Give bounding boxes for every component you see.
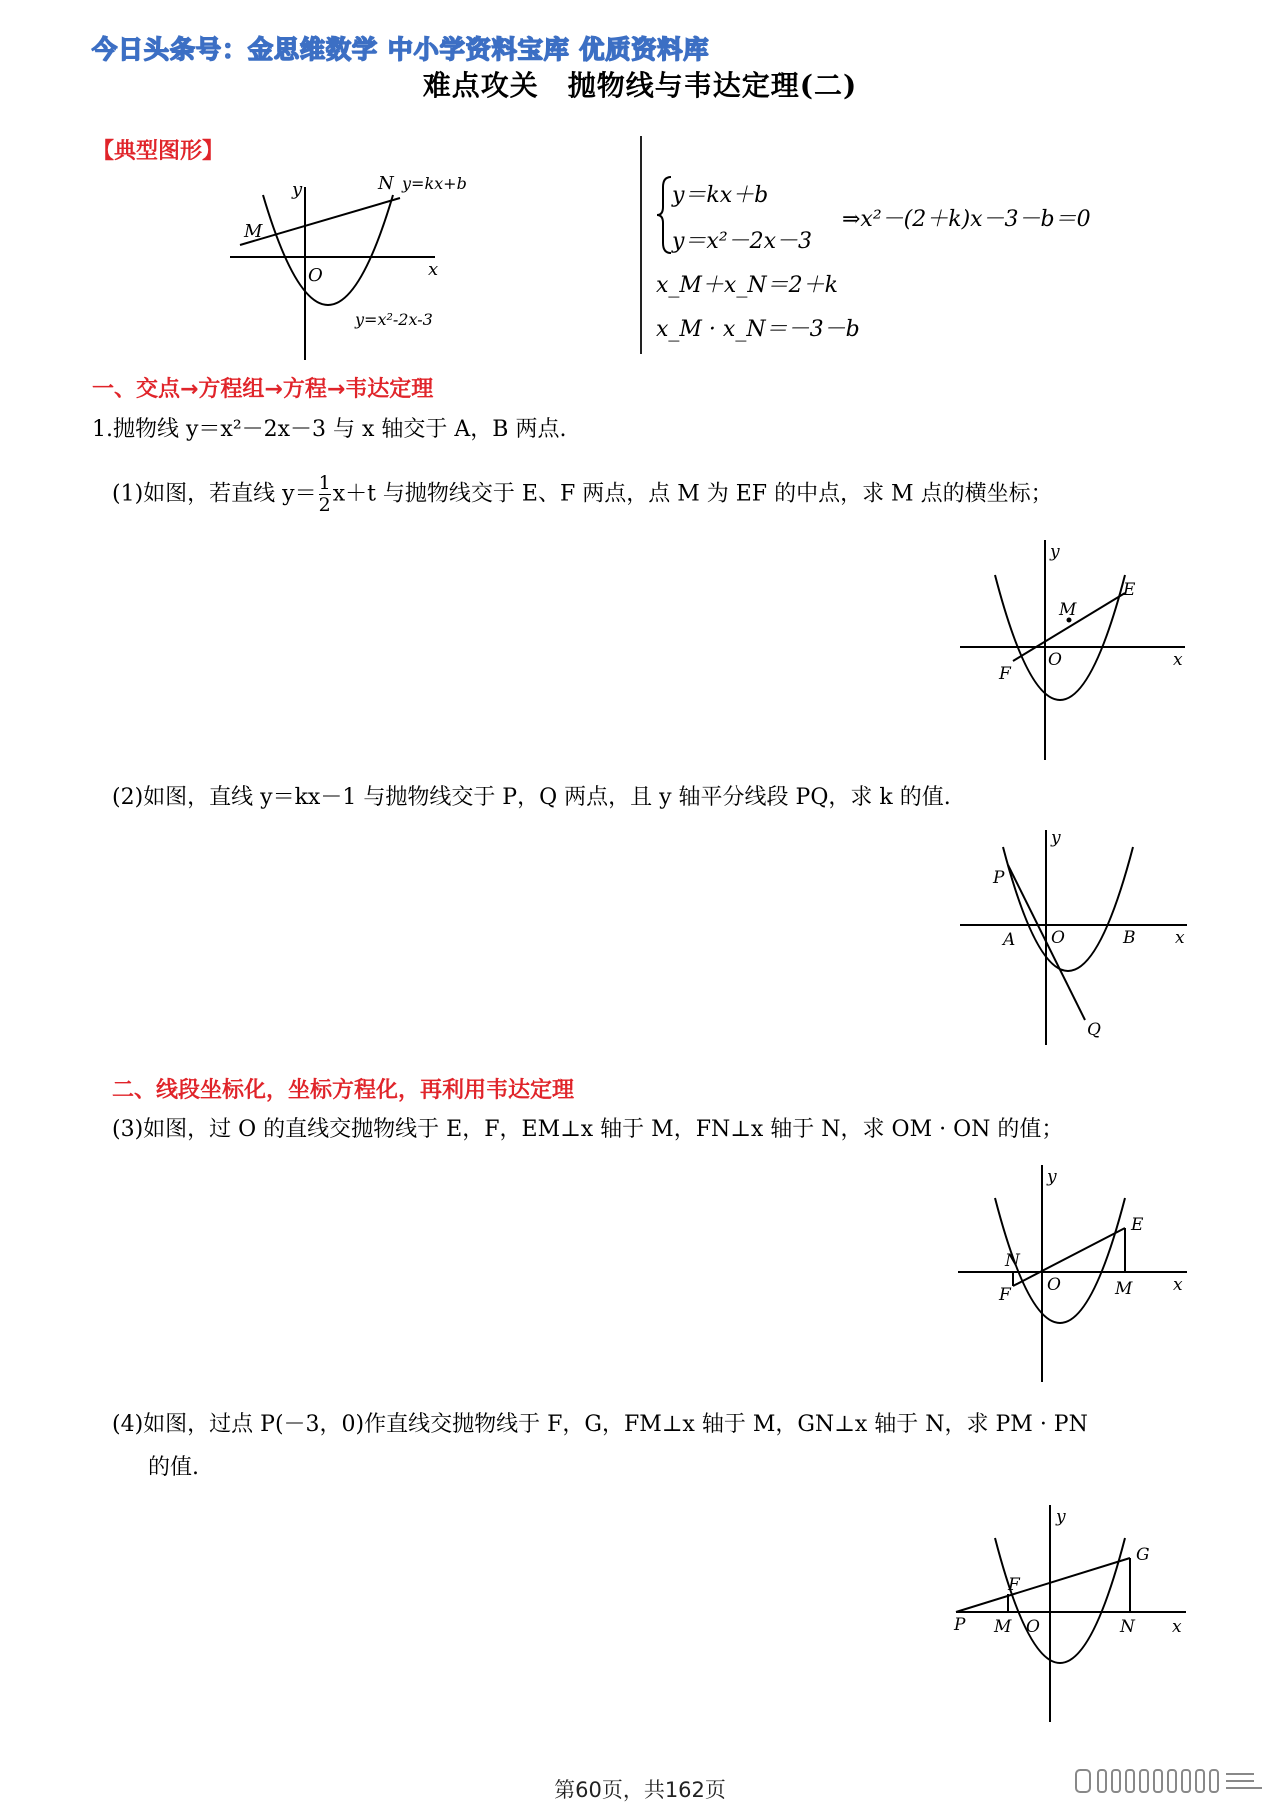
vieta-sum: x_M＋x_N＝2＋k [656,273,838,298]
svg-text:F: F [999,1285,1011,1305]
svg-text:y: y [1047,1167,1057,1187]
fig-line-label: y=kx+b [402,174,467,193]
svg-text:x: x [1172,1617,1182,1637]
fig-n-label: N [378,173,394,194]
typical-figure-label: 【典型图形】 [92,139,225,164]
fig-o-label: O [308,265,323,286]
svg-text:y: y [1050,542,1060,562]
page-title: 难点攻关 抛物线与韦达定理(二) [422,69,858,102]
watermark: 今日头条号：金思维数学 中小学资料宝库 优质资料库 [92,35,710,64]
system-result: ⇒x²－(2＋k)x－3－b＝0 [842,207,1091,232]
svg-text:O: O [1051,928,1065,948]
svg-text:G: G [1136,1545,1150,1565]
figure-q2 [955,825,1195,1050]
svg-text:O: O [1048,650,1062,670]
svg-text:N: N [1005,1251,1020,1271]
question-4-line-2: 的值. [148,1455,199,1480]
question-3: (3)如图，过 O 的直线交抛物线于 E，F，EM⊥x 轴于 M，FN⊥x 轴于 N，求 OM · ON 的值； [112,1117,1064,1142]
svg-text:x: x [1173,650,1183,670]
svg-text:E: E [1123,580,1136,600]
figure-q1 [955,535,1195,760]
system-line-1: y＝kx＋b [672,183,769,208]
svg-text:N: N [1120,1617,1135,1637]
question-2: (2)如图，直线 y＝kx－1 与抛物线交于 P，Q 两点，且 y 轴平分线段 PQ，求 k 的值. [112,785,951,810]
svg-text:P: P [993,868,1005,888]
fig-y-label: y [292,179,303,200]
svg-text:y: y [1051,828,1061,848]
svg-text:M: M [1059,600,1077,620]
svg-text:B: B [1123,928,1136,948]
page-number: 第60页，共162页 [554,1778,726,1802]
bar-chart-icon [1074,1768,1266,1794]
vieta-product: x_M · x_N＝－3－b [656,317,860,342]
question-4-line-1: (4)如图，过点 P(－3，0)作直线交抛物线于 F，G，FM⊥x 轴于 M，GN⊥x 轴于 N，求 PM · PN [112,1412,1088,1437]
svg-text:y: y [1056,1507,1066,1527]
svg-text:x: x [1175,928,1185,948]
figure-q4 [950,1500,1195,1725]
svg-text:O: O [1026,1617,1040,1637]
divider [640,136,642,354]
section-1-heading: 一、交点→方程组→方程→韦达定理 [92,377,434,402]
parabola [263,195,393,305]
secant-line [240,198,400,245]
svg-text:O: O [1047,1275,1061,1295]
svg-text:F: F [1008,1575,1020,1595]
fig-x-label: x [428,259,439,280]
figure-q3 [955,1160,1195,1385]
question-1: (1)如图，若直线 y＝ $\frac{1}{2}$ x＋t 与抛物线交于 E、F 两点，点 M 为 EF 的中点，求 M 点的横坐标； [112,472,1053,516]
svg-text:M: M [1115,1279,1133,1299]
problem-1: 1.抛物线 y＝x²－2x－3 与 x 轴交于 A，B 两点. [92,417,567,442]
fig-parabola-label: y=x²-2x-3 [355,310,433,329]
svg-text:P: P [954,1615,966,1635]
svg-text:F: F [999,664,1011,684]
svg-text:E: E [1131,1215,1144,1235]
svg-text:x: x [1173,1275,1183,1295]
section-2-heading: 二、线段坐标化，坐标方程化，再利用韦达定理 [112,1078,575,1103]
system-line-2: y＝x²－2x－3 [672,229,813,254]
svg-text:A: A [1003,930,1016,950]
svg-text:M: M [994,1617,1012,1637]
typical-figure [230,165,490,360]
svg-text:Q: Q [1087,1020,1101,1040]
fig-m-label: M [244,221,263,242]
